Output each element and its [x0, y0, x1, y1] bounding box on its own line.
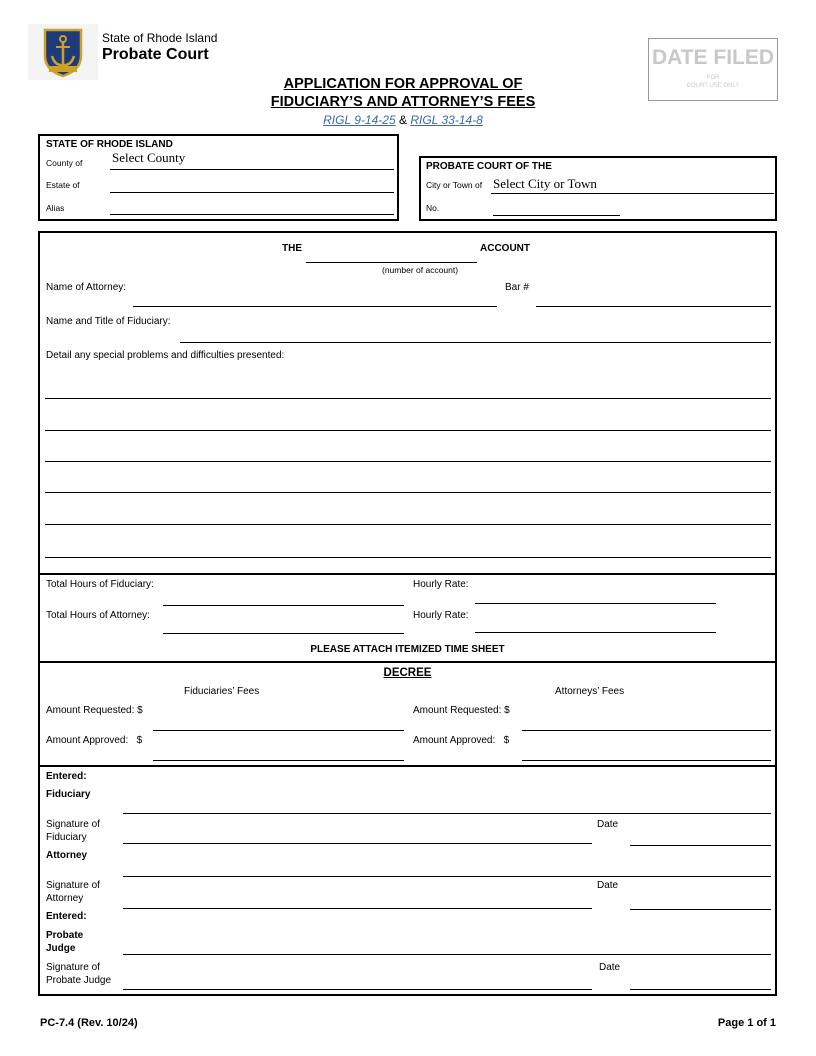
entered-label-1: Entered:	[46, 771, 87, 782]
attorney-date-field[interactable]	[630, 909, 771, 910]
alias-field[interactable]	[110, 214, 394, 215]
anchor-seal-icon	[39, 26, 87, 78]
statute-link-2[interactable]: RIGL 33-14-8	[410, 113, 483, 127]
fid-amount-requested-label: Amount Requested: $	[46, 705, 143, 716]
probate-judge-entered-field[interactable]	[123, 954, 771, 955]
judge-signature-label-1: Signature of	[46, 962, 100, 973]
fiduciary-signature-field[interactable]	[123, 843, 592, 844]
att-amount-approved-label: Amount Approved: $	[413, 735, 510, 746]
attorney-signature-field[interactable]	[123, 908, 592, 909]
fid-amount-approved-label: Amount Approved: $	[46, 735, 143, 746]
entered-label-2: Entered:	[46, 911, 87, 922]
att-amount-requested-field[interactable]	[522, 730, 771, 731]
case-number-label: No.	[426, 203, 440, 213]
special-problems-label: Detail any special problems and difficulties presented:	[46, 350, 285, 361]
fiduciary-rate-field[interactable]	[475, 603, 716, 604]
problems-line-2[interactable]	[45, 430, 771, 431]
probate-court-heading: PROBATE COURT OF THE	[426, 161, 552, 172]
judge-date-field[interactable]	[630, 989, 771, 990]
fiduciary-rate-label: Hourly Rate:	[413, 579, 469, 590]
fiduciary-signature-label-2: Fiduciary	[46, 832, 87, 843]
fiduciary-name-label: Name and Title of Fiduciary:	[46, 316, 171, 327]
attorney-entered-label: Attorney	[46, 850, 88, 861]
statute-references	[200, 113, 606, 127]
judge-date-label: Date	[599, 962, 621, 973]
probate-judge-label-2: Judge	[46, 943, 76, 954]
form-title-line-2: FIDUCIARY’S AND ATTORNEY’S FEES	[270, 94, 536, 110]
statute-separator: &	[398, 113, 407, 127]
bar-number-field[interactable]	[536, 306, 771, 307]
fid-amount-requested-field[interactable]	[153, 730, 404, 731]
fid-amount-approved-field[interactable]	[153, 760, 404, 761]
decree-heading: DECREE	[383, 667, 432, 679]
fiduciary-entered-field[interactable]	[123, 813, 771, 814]
attorney-signature-label-2: Attorney	[46, 893, 84, 904]
state-heading: STATE OF RHODE ISLAND	[46, 139, 173, 150]
court-seal	[28, 24, 98, 80]
page-number: Page 1 of 1	[717, 1017, 776, 1029]
county-select[interactable]: Select County	[112, 150, 186, 165]
city-label: City or Town of	[426, 180, 483, 190]
attorney-rate-field[interactable]	[475, 632, 716, 633]
attorney-hours-field[interactable]	[163, 633, 404, 634]
estate-label: Estate of	[46, 180, 80, 190]
account-number-note: (number of account)	[382, 265, 459, 275]
date-filed-note-1: FOR	[706, 75, 720, 81]
county-line	[110, 169, 394, 170]
problems-line-6[interactable]	[45, 557, 771, 558]
city-line	[491, 193, 774, 194]
decree-section-divider	[38, 661, 777, 663]
attorney-date-label: Date	[597, 880, 619, 891]
the-label: THE	[282, 243, 302, 254]
fiduciary-name-field[interactable]	[180, 342, 771, 343]
fiduciary-hours-field[interactable]	[163, 605, 404, 606]
attorneys-fees-label: Attorneys’ Fees	[555, 686, 625, 697]
estate-field[interactable]	[110, 192, 394, 193]
problems-line-4[interactable]	[45, 492, 771, 493]
signature-section-divider	[38, 765, 777, 767]
attorney-signature-label-1: Signature of	[46, 880, 100, 891]
problems-line-1[interactable]	[45, 398, 771, 399]
att-amount-approved-field[interactable]	[522, 760, 771, 761]
attorney-entered-field[interactable]	[123, 876, 771, 877]
attorney-rate-label: Hourly Rate:	[413, 610, 469, 621]
date-filed-note-2: COURT USE ONLY	[686, 83, 740, 89]
judge-signature-field[interactable]	[123, 989, 592, 990]
bar-number-label: Bar #	[505, 282, 529, 293]
fiduciary-date-field[interactable]	[630, 845, 771, 846]
probate-judge-label-1: Probate	[46, 930, 84, 941]
form-title-line-1: APPLICATION FOR APPROVAL OF	[283, 76, 523, 92]
fiduciary-hours-label: Total Hours of Fiduciary:	[46, 579, 154, 590]
statute-link-1[interactable]: RIGL 9-14-25	[323, 113, 396, 127]
fiduciaries-fees-label: Fiduciaries’ Fees	[184, 686, 260, 697]
attorney-name-label: Name of Attorney:	[46, 282, 127, 293]
hours-section-divider	[38, 573, 777, 575]
form-id: PC-7.4 (Rev. 10/24)	[40, 1017, 138, 1029]
judge-signature-label-2: Probate Judge	[46, 975, 112, 986]
fiduciary-signature-label-1: Signature of	[46, 819, 100, 830]
attorney-name-field[interactable]	[133, 306, 497, 307]
attorney-hours-label: Total Hours of Attorney:	[46, 610, 150, 621]
fiduciary-entered-label: Fiduciary	[46, 789, 91, 800]
city-select[interactable]: Select City or Town	[493, 176, 597, 191]
case-number-field[interactable]	[493, 215, 620, 216]
fiduciary-date-label: Date	[597, 819, 619, 830]
date-filed-title: DATE FILED	[651, 46, 775, 69]
county-label: County of	[46, 158, 83, 168]
account-label: ACCOUNT	[480, 243, 530, 254]
att-amount-requested-label: Amount Requested: $	[413, 705, 510, 716]
state-name: State of Rhode Island	[102, 31, 218, 45]
alias-label: Alias	[46, 203, 65, 213]
account-number-field[interactable]	[306, 262, 477, 263]
attach-timesheet-note: PLEASE ATTACH ITEMIZED TIME SHEET	[310, 644, 505, 655]
date-filed-box	[648, 38, 778, 101]
problems-line-3[interactable]	[45, 461, 771, 462]
court-name: Probate Court	[102, 46, 209, 63]
problems-line-5[interactable]	[45, 524, 771, 525]
